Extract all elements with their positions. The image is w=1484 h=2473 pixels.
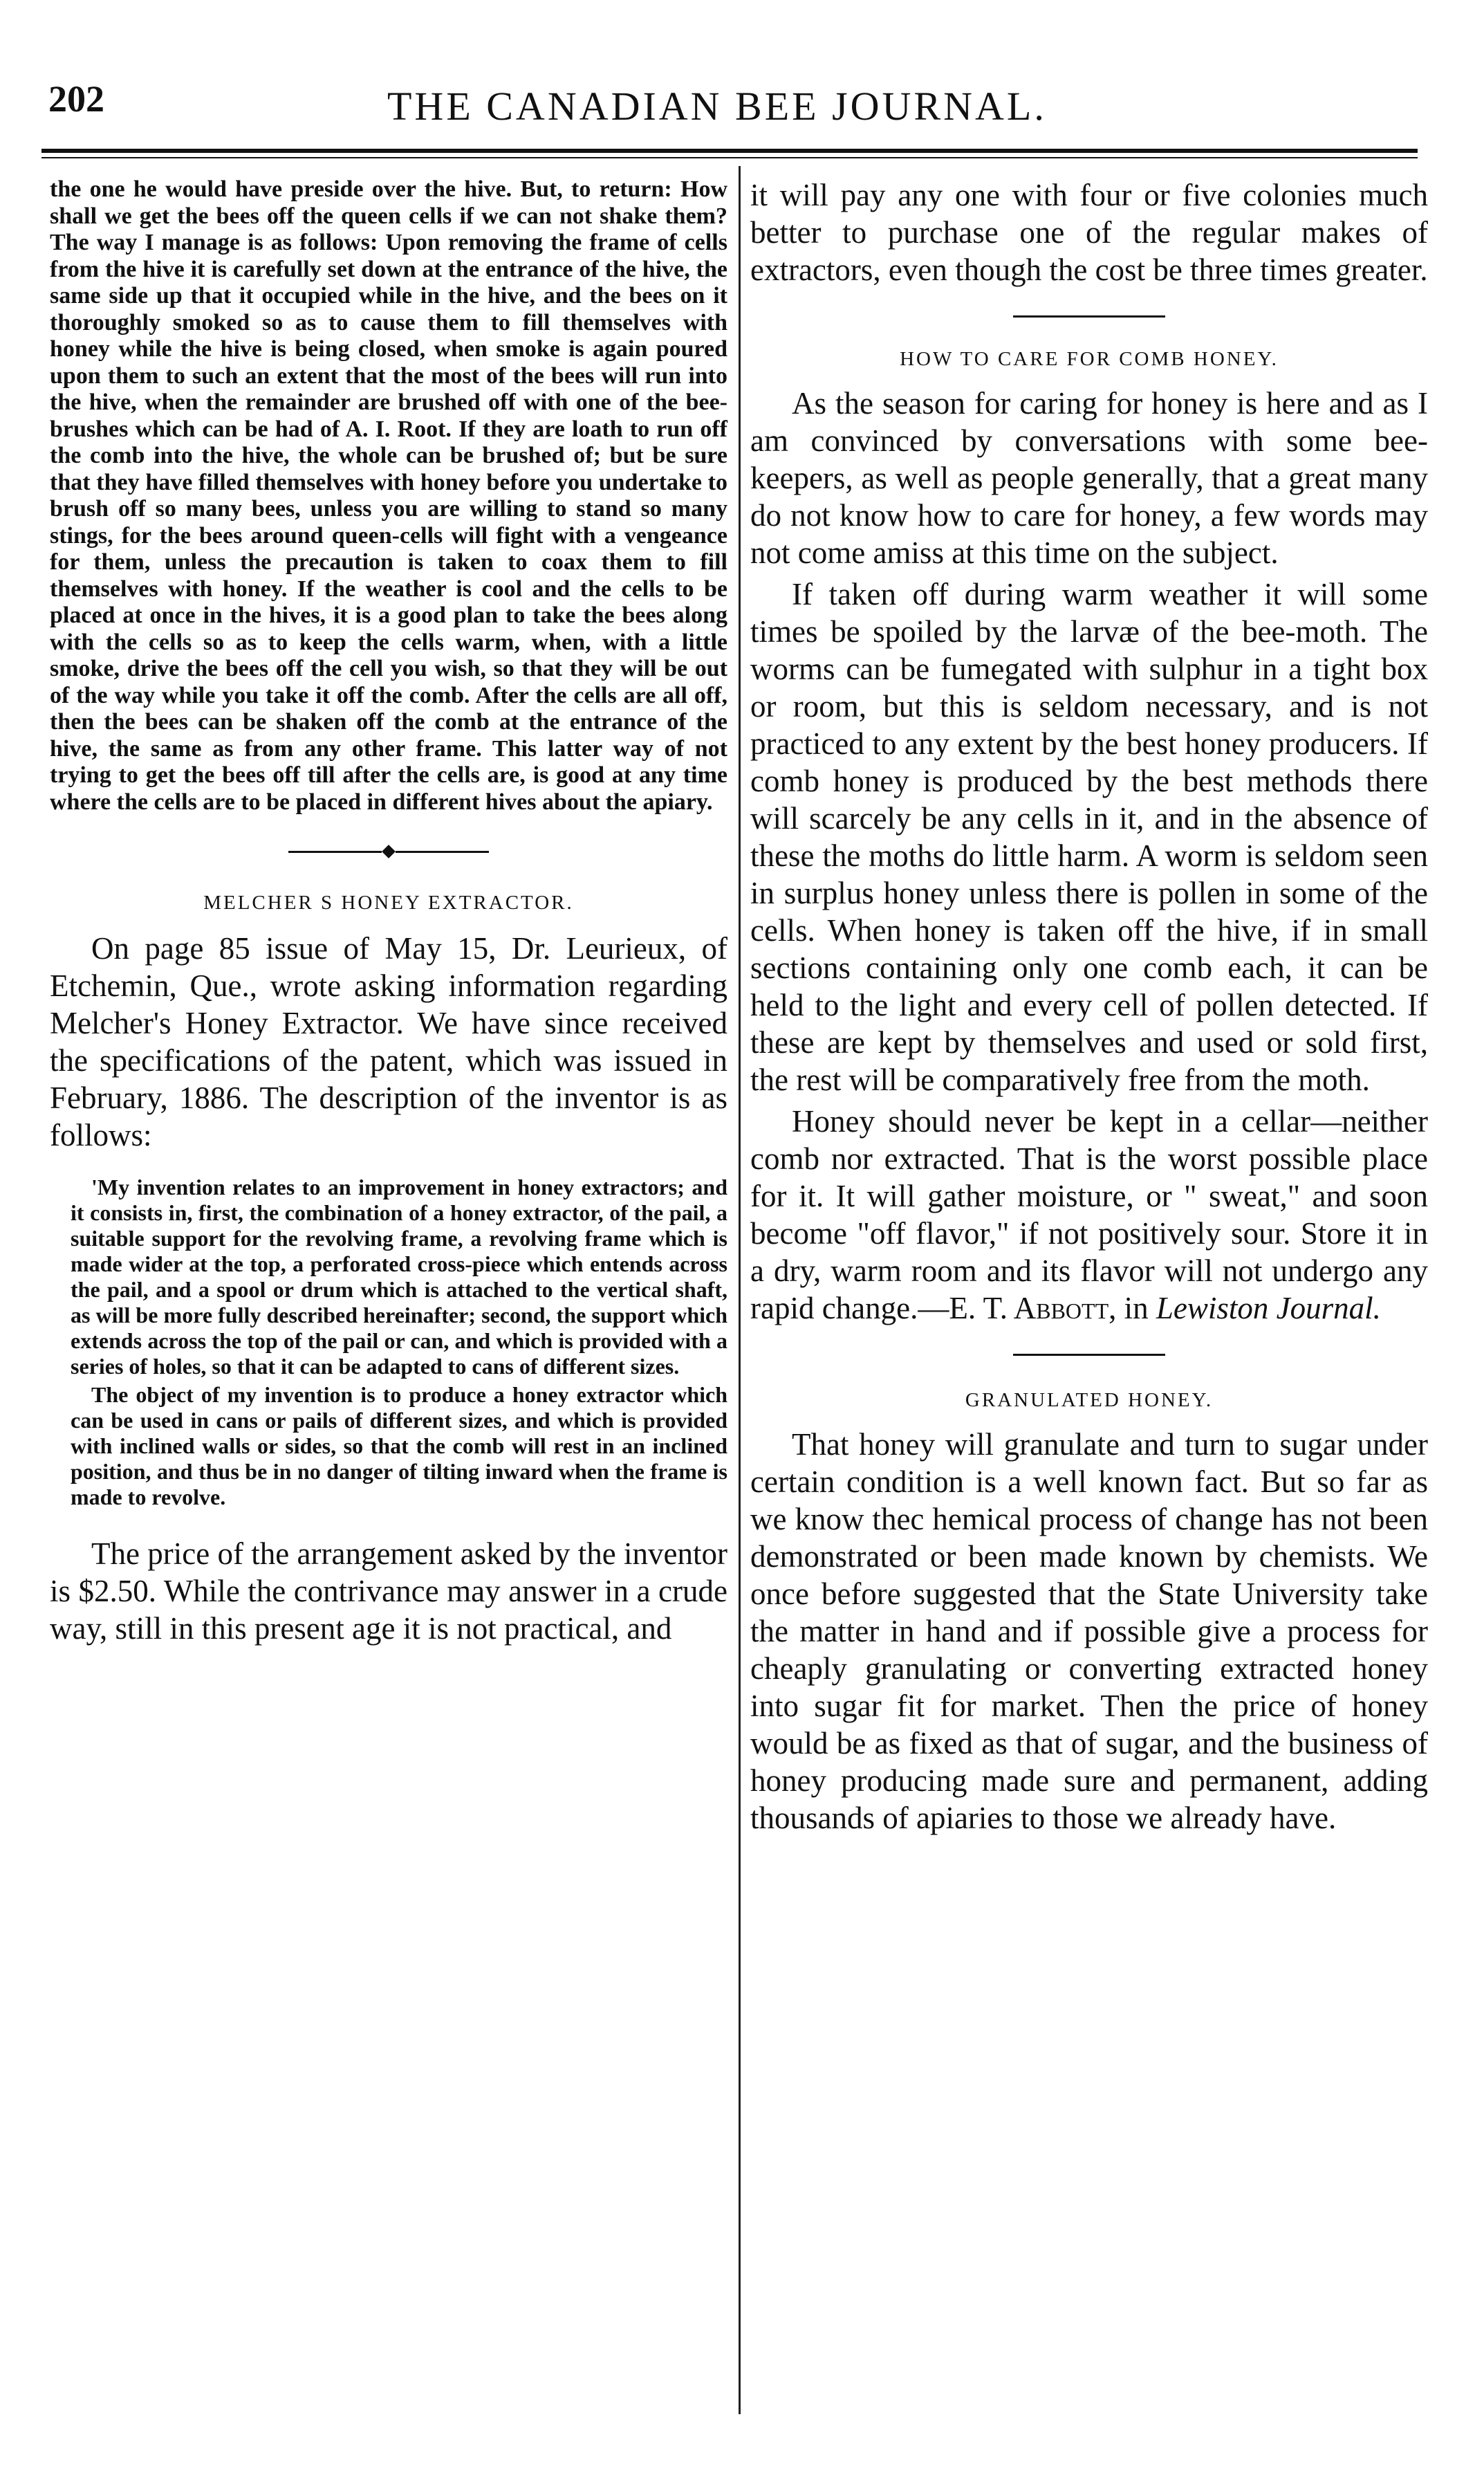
author-connector: , in bbox=[1109, 1291, 1156, 1325]
right-paragraph-5: That honey will granulate and turn to sugar under certain condition is a well known fact. But so far as we know thec hemical process of change has not been demonstrated or been made known by chemists. We once before suggested that the State University take the matter in hand and if possible give a process for cheaply granulating or converting extracted honey into sugar fit for market. Then the price of honey would be as fixed as that of sugar, and the business of honey producing made sure and permanent, adding thousands of apiaries to those we already have. bbox=[750, 1427, 1428, 1835]
running-title: THE CANADIAN BEE JOURNAL. bbox=[387, 84, 1047, 129]
granulated-honey-heading: GRANULATED HONEY. bbox=[965, 1389, 1214, 1411]
patent-quote-1: 'My invention relates to an improvement in honey extractors; and it consists in, first, the combination of a honey extractor, of the pail, a suitable support for the revolving frame, a revolving frame which is made wider at the top, a perforated cross-piece which entends across the pail, and a spool or drum which is attached to the vertical shaft, as will be more fully described hereinafter; second, the support which extends across the top of the pail or can, and which is provided with a series of holes, so that it can be adapted to cans of different sizes. bbox=[71, 1175, 727, 1379]
column-divider bbox=[739, 166, 741, 2414]
right-paragraph-3: If taken off during warm weather it will some times be spoiled by the larvæ of the bee-moth. The worms can be fumegated with sulphur in a tight box or room, but this is seldom necessary, and is not practiced to any extent by the best honey producers. If comb honey is produced by the best methods there will scarcely be any cells in it, and in the absence of these the moths do little harm. A worm is seldom seen in surplus honey unless there is pollen in some of the cells. When honey is taken off the hive, if in small sections containing only one comb each, it can be held to the light and every cell of pollen detected. If these are kept by themselves and used or sold first, the rest will be comparatively free from the moth. bbox=[750, 577, 1428, 1097]
header-rule-thin bbox=[41, 157, 1418, 158]
section-divider-2 bbox=[1013, 1348, 1165, 1361]
left-paragraph-1: the one he would have preside over the hive. But, to return: How shall we get the bees off the queen cells if we can not shake them? The way I manage is as follows: Upon removing the frame of cells from the hive it is carefully set down at the entrance of the hive, the same side up that it occupied while in the hive, and the bees on it thoroughly smoked so as to cause them to fill themselves with honey while the hive is being closed, when smoke is again poured upon them to such an extent that the most of the bees will run into the hive, when the remainder are brushed off with one of the bee-brushes which can be had of A. I. Root. If they are loath to run off the comb into the hive, the whole can be brushed of; but be sure that they have filled themselves with honey before you undertake to brush off so many bees, unless you are willing to stand so many stings, for the bees around queen-cells will fight with a vengeance for them, unless the precaution is taken to coax them to fill themselves with honey. If the weather is cool and the cells to be placed at once in the hives, it is a good plan to take the bees along with the cells so as to keep the cells warm, when, with a little smoke, drive the bees off the cell you wish, so that they will be out of the way while you take it off the comb. After the cells are all off, then the bees can be shaken off the comb at the entrance of the hive, the same as from any other frame. This latter way of not trying to get the bees off till after the cells are, is good at any time where the cells are to be placed in different hives about the apiary. bbox=[50, 176, 727, 815]
right-paragraph-4 bbox=[750, 1103, 1428, 1327]
header-rule-thick bbox=[41, 149, 1418, 153]
section-divider bbox=[1013, 309, 1165, 323]
patent-quote-2: The object of my invention is to produce a honey extractor which can be used in cans or pails of different sizes, and which is provided with inclined walls or sides, so that the comb will rest in an inclined position, and thus be in no danger of tilting inward when the frame is made to revolve. bbox=[71, 1382, 727, 1509]
left-paragraph-3: The price of the arrangement asked by the inventor is $2.50. While the contrivance may answer in a crude way, still in this present age it is not practical, and bbox=[50, 1536, 727, 1646]
right-paragraph-4-text: Honey should never be kept in a cellar—neither comb nor extracted. That is the worst possible place for it. It will gather moisture, or " sweat," and soon become "off flavor," if not positively sour. Store it in a dry, warm room and its flavor will not undergo any rapid change.— bbox=[750, 1104, 1428, 1325]
comb-honey-heading: HOW TO CARE FOR COMB HONEY. bbox=[900, 348, 1279, 370]
left-paragraph-2: On page 85 issue of May 15, Dr. Leurieux, of Etchemin, Que., wrote asking information regarding Melcher's Honey Extractor. We have since received the specifications of the patent, which was issued in February, 1886. The description of the inventor is as follows: bbox=[50, 931, 727, 1152]
page-number: 202 bbox=[48, 78, 104, 120]
left-column bbox=[50, 176, 727, 1647]
right-paragraph-1: it will pay any one with four or five colonies much better to purchase one of the regular makes of extractors, even though the cost be three times greater. bbox=[750, 178, 1428, 287]
right-paragraph-2: As the season for caring for honey is here and as I am convinced by conversations with some bee-keepers, as well as people generally, that a great many do not know how to care for honey, a few words may not come amiss at this time on the subject. bbox=[750, 386, 1428, 570]
right-column bbox=[750, 176, 1428, 1837]
article-source: Lewiston Journal. bbox=[1156, 1291, 1381, 1325]
page-header bbox=[41, 69, 1418, 145]
melcher-heading: MELCHER S HONEY EXTRACTOR. bbox=[203, 892, 574, 914]
article-author: E. T. Abbott bbox=[949, 1291, 1109, 1325]
section-divider-ornament bbox=[288, 845, 489, 858]
